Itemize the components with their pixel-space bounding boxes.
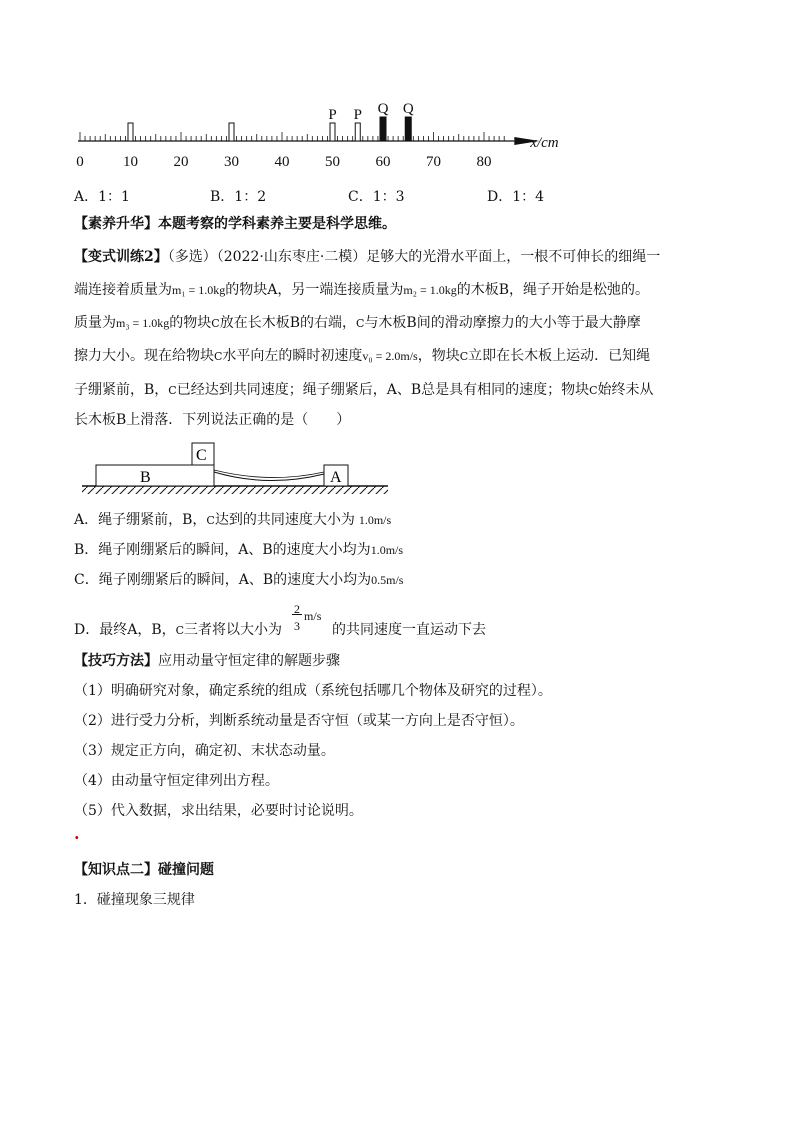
- fraction-denominator: 3: [294, 619, 301, 633]
- variant-text: 的物块: [169, 315, 212, 331]
- formula-value: 1.0m/s: [358, 513, 392, 527]
- variant-text: 始终未从: [597, 382, 654, 398]
- literacy-paragraph: [74, 214, 396, 234]
- marker-label: Q: [402, 101, 414, 117]
- marker-p: [330, 123, 335, 141]
- ruler-figure: [70, 92, 559, 180]
- method-step-4: （4）由动量守恒定律列出方程。: [74, 773, 279, 789]
- ruler-tick-label: 70: [426, 154, 441, 170]
- block-a-label: A: [330, 469, 342, 486]
- marker-q: [405, 117, 411, 141]
- method-tag: 【技巧方法】: [74, 653, 158, 669]
- board-b-label: B: [140, 469, 151, 486]
- variant-text: 擦力大小。现在给物块: [74, 348, 214, 364]
- option-text: D．最终A，B，: [74, 622, 176, 638]
- variant-text: 水平向左的瞬时初速度: [222, 348, 363, 364]
- variant-line-6: 长木板B上滑落．下列说法正确的是（ ）: [74, 412, 351, 428]
- variant-line-1: [74, 247, 660, 267]
- option-text: 的共同速度一直运动下去: [332, 622, 487, 638]
- ruler-axis-label: x/cm: [530, 135, 559, 151]
- answer-option-b: [74, 540, 403, 560]
- answer-option-c: [74, 570, 403, 590]
- symbol-c: C: [589, 384, 598, 397]
- knowledge-item-1: 1．碰撞现象三规律: [74, 892, 195, 908]
- knowledge-tag: 【知识点二】: [74, 862, 158, 878]
- method-step-1: （1）明确研究对象，确定系统的组成（系统包括哪几个物体及研究的过程）。: [74, 683, 552, 699]
- ruler-tick-label: 10: [123, 154, 138, 170]
- board-diagram: [78, 440, 394, 498]
- option-text: 三者将以大小为: [184, 622, 283, 638]
- method-heading: [74, 651, 340, 671]
- marker-label: P: [353, 107, 362, 123]
- fraction-bar: [292, 614, 302, 615]
- variant-text: 已经达到共同速度；绳子绷紧后，A、B总是具有相同的速度；物块: [176, 382, 590, 398]
- symbol-c: C: [214, 350, 223, 363]
- knowledge-heading: [74, 860, 214, 880]
- variant-tag: 【变式训练2】: [74, 249, 168, 265]
- marker-label: Q: [377, 101, 389, 117]
- variant-text: ，物块: [417, 348, 460, 364]
- formula-value: 0.5m/s: [371, 573, 404, 587]
- fraction-numerator: 2: [294, 602, 301, 616]
- formula-m3: m₃ = 1.0kg: [116, 316, 170, 330]
- option-a: A．1：1: [74, 189, 130, 205]
- ruler-tick-label: 60: [375, 154, 391, 170]
- variant-text: 的木板B，绳子开始是松弛的。: [456, 282, 650, 298]
- ground-hatch: [82, 486, 388, 494]
- formula-value: 1.0m/s: [370, 543, 404, 557]
- formula-m1: m₁ = 1.0kg: [172, 283, 226, 297]
- answer-option-d: [74, 602, 487, 641]
- answer-option-a: [74, 510, 391, 531]
- marker-p: [229, 123, 234, 141]
- literacy-tag: 【素养升华】: [74, 216, 158, 232]
- red-dot: ·: [74, 828, 80, 847]
- symbol-c: C: [211, 317, 220, 330]
- variant-text: 与木板B间的滑动摩擦力的大小等于最大静摩: [364, 315, 641, 331]
- variant-text: 立即在长木板上运动．已知绳: [468, 348, 651, 364]
- option-text: B．绳子刚绷紧后的瞬间，A、B的速度大小均为: [74, 542, 371, 558]
- option-b: B．1：2: [210, 189, 267, 205]
- marker-p: [128, 123, 133, 141]
- ruler-tick-label: 80: [476, 154, 492, 170]
- marker-label: P: [328, 107, 337, 123]
- variant-text: 足够大的光滑水平面上，一根不可伸长的细绳一: [366, 249, 661, 265]
- ruler-tick-label: 40: [274, 154, 290, 170]
- variant-line-4: [74, 346, 650, 367]
- option-d: D．1：4: [487, 189, 545, 205]
- variant-text: 的物块A，另一端连接质量为: [225, 282, 404, 298]
- symbol-c: C: [459, 350, 469, 363]
- literacy-text: 本题考察的学科素养主要是科学思维。: [158, 216, 396, 232]
- fraction: [282, 602, 332, 640]
- option-text: A．绳子绷紧前，B，: [74, 512, 207, 528]
- symbol-c: C: [175, 624, 185, 637]
- formula-v0: v₀ = 2.0m/s: [362, 349, 418, 363]
- method-step-3: （3）规定正方向，确定初、末状态动量。: [74, 743, 335, 759]
- knowledge-title: 碰撞问题: [158, 862, 214, 878]
- method-title: 应用动量守恒定律的解题步骤: [158, 653, 340, 669]
- variant-line-5: [74, 380, 654, 401]
- option-c: C．1：3: [348, 189, 405, 205]
- ruler-tick-label: 0: [76, 154, 84, 170]
- variant-type: （多选）: [167, 249, 217, 265]
- variant-text: 子绷紧前，B，: [74, 382, 169, 398]
- variant-text: 端连接着质量为: [74, 282, 172, 298]
- variant-text: 质量为: [74, 315, 116, 331]
- board-b: [96, 465, 214, 486]
- marker-p: [355, 123, 360, 141]
- method-step-5: （5）代入数据，求出结果，必要时讨论说明。: [74, 803, 363, 819]
- ruler-tick-label: 20: [173, 154, 189, 170]
- variant-source: （2022·山东枣庄·二模）: [216, 249, 367, 265]
- option-text: 达到的共同速度大小为: [214, 512, 355, 528]
- symbol-c: C: [356, 317, 365, 330]
- option-text: C．绳子刚绷紧后的瞬间，A、B的速度大小均为: [74, 572, 372, 588]
- formula-m2: m₂ = 1.0kg: [403, 283, 457, 297]
- method-step-2: （2）进行受力分析，判断系统动量是否守恒（或某一方向上是否守恒）。: [74, 713, 524, 729]
- fraction-unit: m/s: [304, 609, 322, 623]
- variant-text: 放在长木板B的右端，: [219, 315, 357, 331]
- symbol-c: C: [206, 514, 215, 527]
- marker-q: [380, 117, 386, 141]
- variant-line-2: [74, 280, 649, 300]
- block-c-label: C: [196, 447, 207, 464]
- variant-line-3: [74, 313, 641, 334]
- ruler-tick-label: 50: [325, 154, 340, 170]
- symbol-c: C: [168, 384, 177, 397]
- ruler-tick-label: 30: [224, 154, 239, 170]
